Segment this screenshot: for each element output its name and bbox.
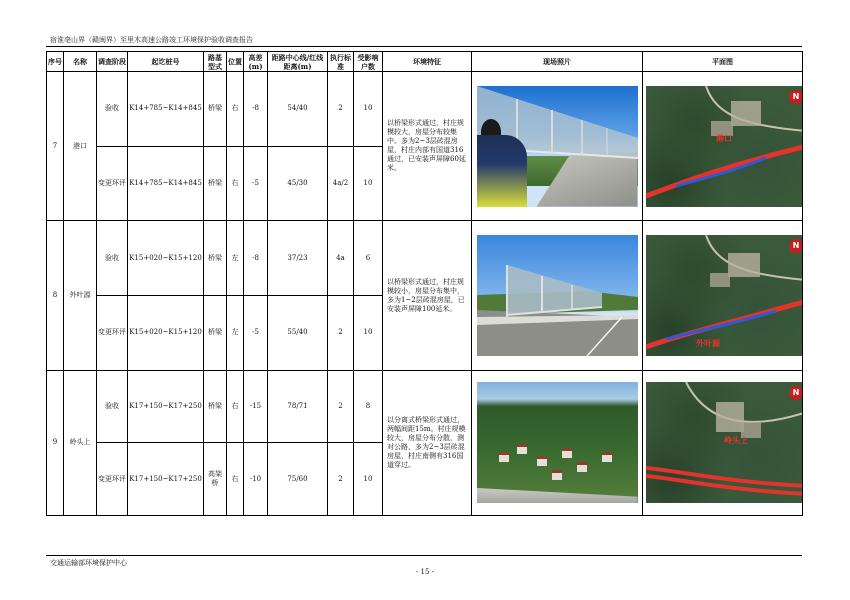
site-map-gangkou [646,86,803,207]
site-photo-cell [472,370,643,515]
row-households: 10 [354,146,383,221]
row-households: 8 [354,370,383,443]
row-stake: K15+020~K15+120 [128,296,204,371]
row-distance: 78/71 [268,370,328,443]
row-distance: 54/40 [268,72,328,147]
col-header-height-diff: 高差(m) [244,52,268,72]
col-header-no: 序号 [47,52,64,72]
col-header-stake: 起讫桩号 [128,52,204,72]
row-stake: K15+020~K15+120 [128,221,204,296]
row-name: 岭头上 [64,370,97,515]
site-photo-lingtoushang [477,382,638,503]
row-position: 右 [227,146,244,221]
row-name: 港口 [64,72,97,221]
row-stake: K17+150~K17+250 [128,443,204,516]
row-position: 右 [227,72,244,147]
row-roadbed: 高架桥 [204,443,227,516]
row-stake: K14+785~K14+845 [128,146,204,221]
footer-org: 交通运输部环境保护中心 [50,559,127,567]
site-photo-gangkou [477,86,638,207]
table-header-row [47,52,803,72]
row-position: 右 [227,443,244,516]
row-stage: 变更环评 [97,443,128,516]
site-map-lingtoushang [646,382,803,503]
col-header-stage: 调查阶段 [97,52,128,72]
row-distance: 75/60 [268,443,328,516]
col-header-roadbed: 路基型式 [204,52,227,72]
footer-divider [46,555,802,556]
row-height-diff: -5 [244,146,268,221]
row-roadbed: 桥梁 [204,146,227,221]
site-map-cell [643,370,803,515]
row-standard: 2 [328,296,354,371]
site-photo-cell [472,221,643,370]
row-roadbed: 桥梁 [204,370,227,443]
row-households: 10 [354,443,383,516]
row-position: 左 [227,296,244,371]
col-header-households: 受影响户数 [354,52,383,72]
row-stage: 验收 [97,72,128,147]
row-position: 右 [227,370,244,443]
row-no: 9 [47,370,64,515]
row-no: 7 [47,72,64,221]
row-env: 以桥梁形式通过，村庄规模较小，房屋分布集中，多为1~2层砖混房屋，已安装声屏障100延米。 [383,221,472,370]
site-photo-cell [472,72,643,221]
table-row [47,221,803,296]
row-distance: 45/30 [268,146,328,221]
map-label: 港口 [716,133,732,143]
row-stake: K17+150~K17+250 [128,370,204,443]
col-header-env: 环境特征 [383,52,472,72]
col-header-map: 平面图 [643,52,803,72]
noise-barrier-graphic [477,235,638,356]
north-arrow-icon: N [789,386,803,400]
row-stage: 验收 [97,370,128,443]
row-height-diff: -8 [244,221,268,296]
site-map-waiyeyuan [646,235,803,356]
map-label: 外叶源 [696,339,720,349]
row-distance: 55/40 [268,296,328,371]
col-header-distance: 距路中心线/红线距离(m) [268,52,328,72]
north-arrow-icon: N [789,90,803,104]
row-standard: 4a [328,221,354,296]
row-households: 6 [354,221,383,296]
header-divider [46,46,802,47]
row-standard: 2 [328,443,354,516]
site-map-cell [643,72,803,221]
col-header-position: 位置 [227,52,244,72]
table-row [47,370,803,443]
sensitive-points-table [46,51,803,516]
site-photo-waiyeyuan [477,235,638,356]
row-households: 10 [354,72,383,147]
row-stake: K14+785~K14+845 [128,72,204,147]
row-name: 外叶源 [64,221,97,370]
north-arrow-icon: N [789,239,803,253]
row-height-diff: -5 [244,296,268,371]
row-height-diff: -10 [244,443,268,516]
row-roadbed: 桥梁 [204,221,227,296]
row-distance: 37/23 [268,221,328,296]
row-no: 8 [47,221,64,370]
row-env: 以分离式桥梁形式通过，两幅间距15m。村庄规模较大，房屋分布分散，测对公路，多为2~3层砖混房屋，村庄南侧有316国道穿过。 [383,370,472,515]
row-standard: 2 [328,72,354,147]
report-title: 宿淮亳山界（赣闽界）至里木高速公路竣工环境保护验收调查报告 [50,36,253,44]
row-standard: 2 [328,370,354,443]
row-roadbed: 桥梁 [204,296,227,371]
row-standard: 4a/2 [328,146,354,221]
col-header-name: 名称 [64,52,97,72]
site-map-cell [643,221,803,370]
col-header-standard: 执行标准 [328,52,354,72]
row-height-diff: -8 [244,72,268,147]
row-households: 10 [354,296,383,371]
row-stage: 验收 [97,221,128,296]
row-position: 左 [227,221,244,296]
table-row [47,72,803,147]
row-env: 以桥梁形式通过，村庄规模较大，房屋分布较集中。多为2~3层砖混房屋，村庄内部有国道316通过，已安装声屏障60延米。 [383,72,472,221]
page-number: - 15 - [415,568,435,576]
map-label: 岭头上 [724,436,748,446]
row-stage: 变更环评 [97,146,128,221]
row-height-diff: -15 [244,370,268,443]
row-roadbed: 桥梁 [204,72,227,147]
row-stage: 变更环评 [97,296,128,371]
col-header-photo: 现场照片 [472,52,643,72]
